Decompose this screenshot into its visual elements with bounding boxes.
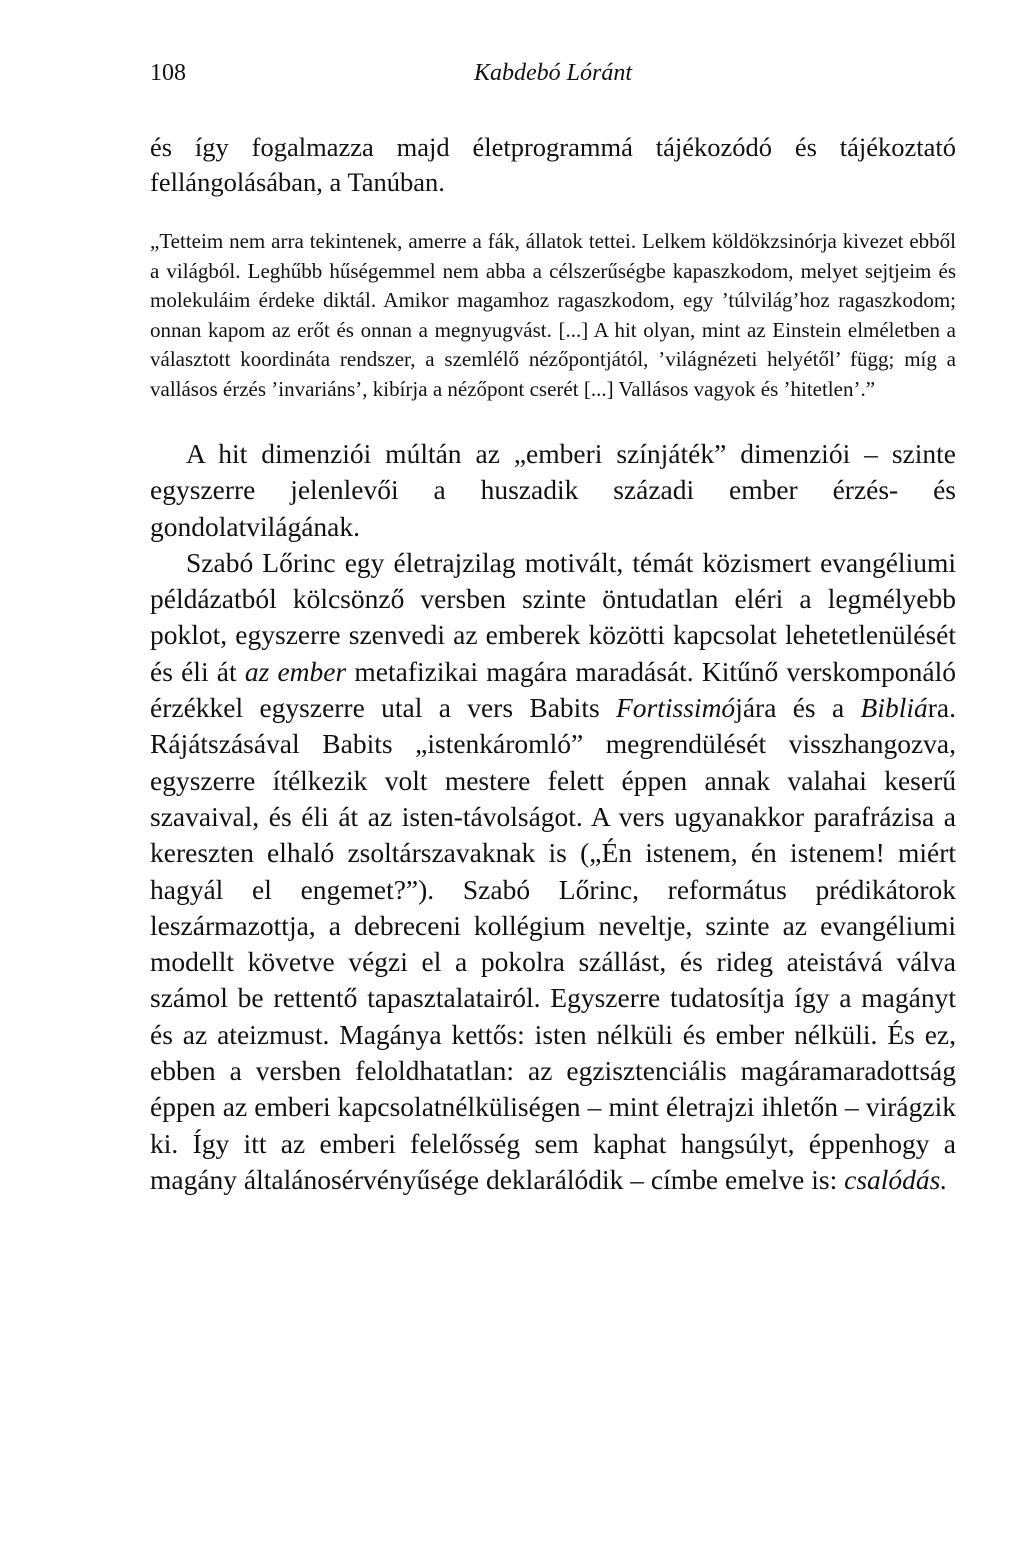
- body-text-segment: metafizikai magára maradását. Kitűnő verskomponáló érzékkel egyszerre utal a vers Babits: [150, 655, 956, 724]
- running-head: [150, 60, 956, 100]
- running-title: Kabdebó Lóránt: [473, 60, 632, 86]
- body-paragraph-2: [150, 545, 956, 1198]
- emphasis-az-ember: az ember: [244, 655, 347, 687]
- page-number: 108: [150, 60, 186, 86]
- lead-paragraph: és így fogalmazza majd életprogrammá tájékozódó és tájékoztató fellángolásában, a Tanúban.: [150, 132, 956, 197]
- block-quote: „Tetteim nem arra tekintenek, amerre a fák, állatok tettei. Lelkem köldökzsinórja kivezet ebből a világból. Leghűbb hűségemmel nem abba a célszerűségbe kapaszkodom, melyet sejtjeim és molekuláim érdeke diktál. Amikor magamhoz ragaszkodom, egy ’túlvilág’hoz ragaszkodom; onnan kapom az erőt és onnan a megnyugvást. [...] A hit olyan, mint az Einstein elméletben a választott koordináta rendszer, a szemlélő nézőpontjától, ’világnézeti helyétől’ függ; míg a vallásos érzés ’invariáns’, kibírja a nézőpont cserét [...] Vallásos vagyok és ’hitetlen’.”: [150, 229, 956, 401]
- body-paragraph-1: A hit dimenziói múltán az „emberi színjáték” dimenziói – szinte egyszerre jelenlevői a huszadik századi ember érzés- és gondolatvilágának.: [150, 438, 956, 542]
- body-text-segment: Szabó Lőrinc egy életrajzilag motivált, témát közismert evangéliumi példázatból kölcsönző versben szinte öntudatlan eléri a legmélyebb poklot, egyszerre szenvedi az emberek közötti kapcsolat lehetetlenülését és éli át: [150, 546, 956, 687]
- body-text-segment: jára és a: [735, 692, 861, 724]
- body-text-segment: ra. Rájátszásával Babits „istenkáromló” megrendülését visszhangozva, egyszerre ítélkezik volt mestere felett éppen annak valahai keserű szavaival, és éli át az isten-távolságot. A vers ugyanakkor parafrázisa a kereszten elhaló zsoltárszavaknak is („Én istenem, én istenem! miért hagyál el engemet?”). Szabó Lőrinc, református prédikátorok leszármazottja, a debreceni kollégium neveltje, szinte az evangéliumi modellt követve végzi el a pokolra szállást, és rideg ateistává válva számol be rettentő tapasztalatairól. Egyszerre tudatosítja így a magányt és az ateizmust. Magánya kettős: isten nélküli és ember nélküli. És ez, ebben a versben feloldhatatlan: az egzisztenciális magáramaradottság éppen az emberi kapcsolatnélküliségen – mint életrajzi ihletőn – virágzik ki. Így itt az emberi felelősség sem kaphat hangsúlyt, éppenhogy a magány általánosérvényűsége deklarálódik – címbe emelve is:: [150, 692, 956, 1195]
- emphasis-csalodas: csalódás.: [844, 1163, 948, 1195]
- book-page: [150, 60, 956, 1198]
- emphasis-biblia: Bibliá: [860, 692, 928, 724]
- emphasis-fortissimo: Fortissimó: [616, 692, 736, 724]
